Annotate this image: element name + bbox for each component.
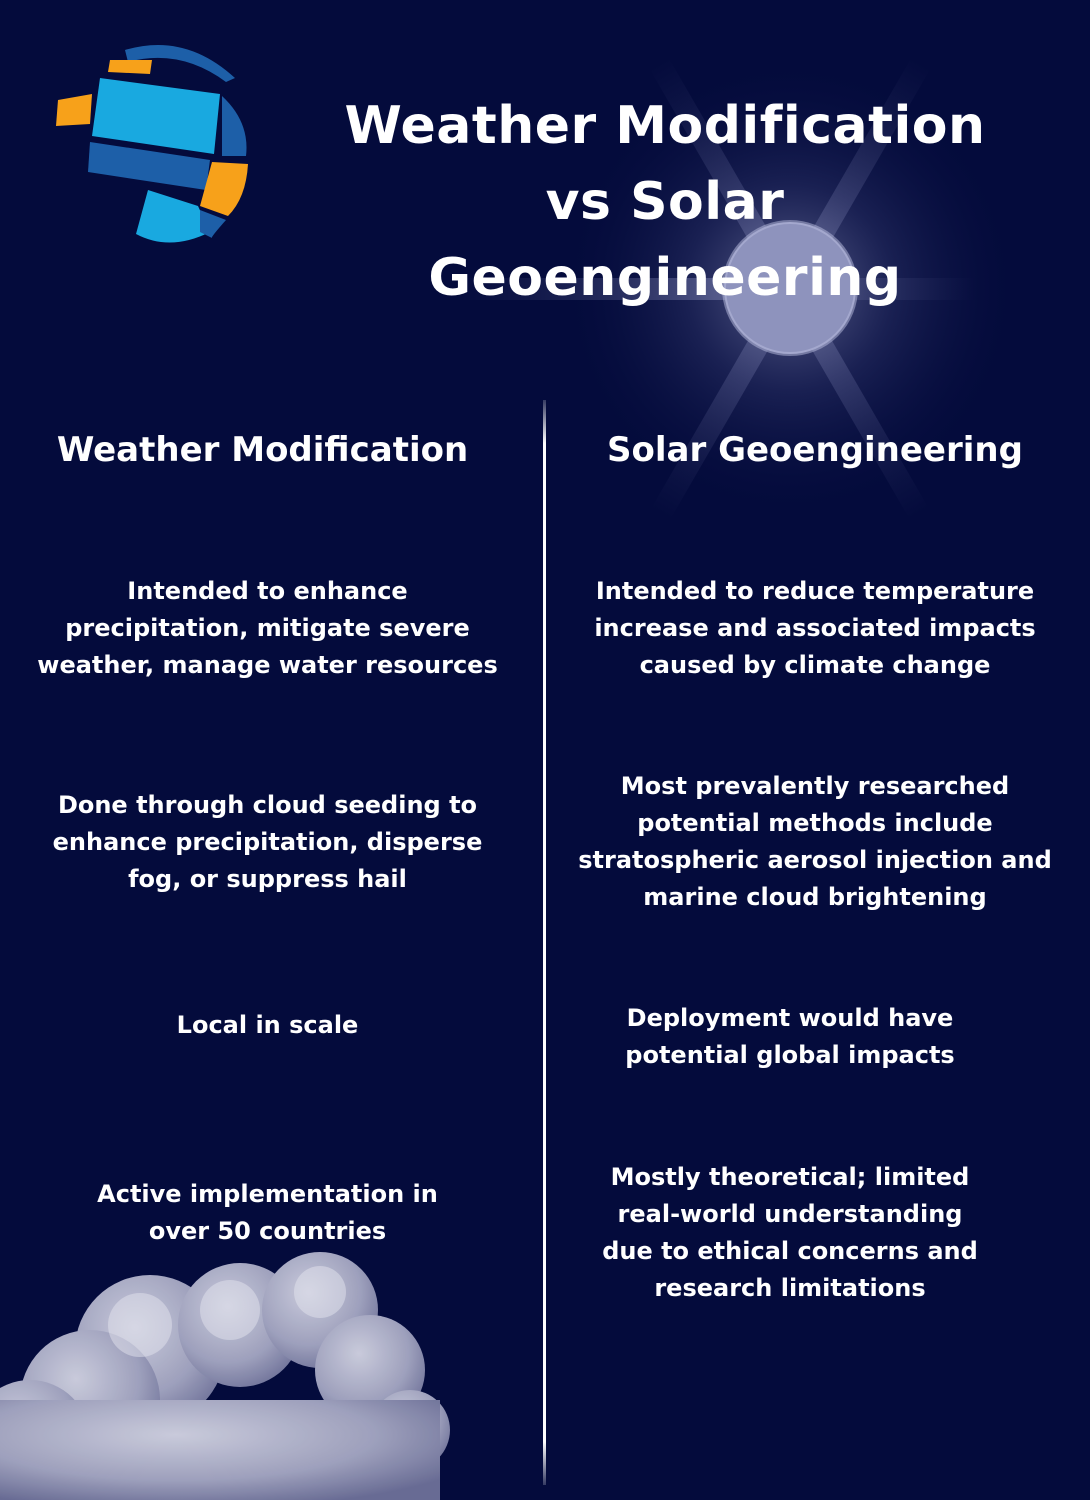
- left-row-method: Done through cloud seeding to enhance precipitation, disperse fog, or suppress hail: [52, 791, 483, 893]
- cloud-icon: [0, 1230, 470, 1500]
- left-row-purpose: Intended to enhance precipitation, mitigate severe weather, manage water resources: [37, 577, 498, 679]
- left-row-status: Active implementation in over 50 countries: [97, 1180, 438, 1245]
- right-row-scale: Deployment would have potential global impacts: [625, 1004, 955, 1069]
- column-divider: [543, 400, 546, 1485]
- right-row-method: Most prevalently researched potential methods include stratospheric aerosol injection and marine cloud brightening: [578, 772, 1052, 911]
- title-line-1: Weather Modification: [344, 96, 986, 156]
- right-row-status: Mostly theoretical; limited real-world understanding due to ethical concerns and research limitations: [602, 1163, 978, 1302]
- left-column-heading: Weather Modification: [56, 430, 469, 470]
- left-row-scale: Local in scale: [176, 1011, 359, 1039]
- right-column-heading: Solar Geoengineering: [607, 430, 1023, 470]
- globe-grid-logo-icon: [50, 38, 265, 253]
- title-line-2: vs Solar Geoengineering: [428, 172, 902, 308]
- right-row-purpose: Intended to reduce temperature increase and associated impacts caused by climate change: [594, 577, 1036, 679]
- page-title: [300, 88, 1030, 316]
